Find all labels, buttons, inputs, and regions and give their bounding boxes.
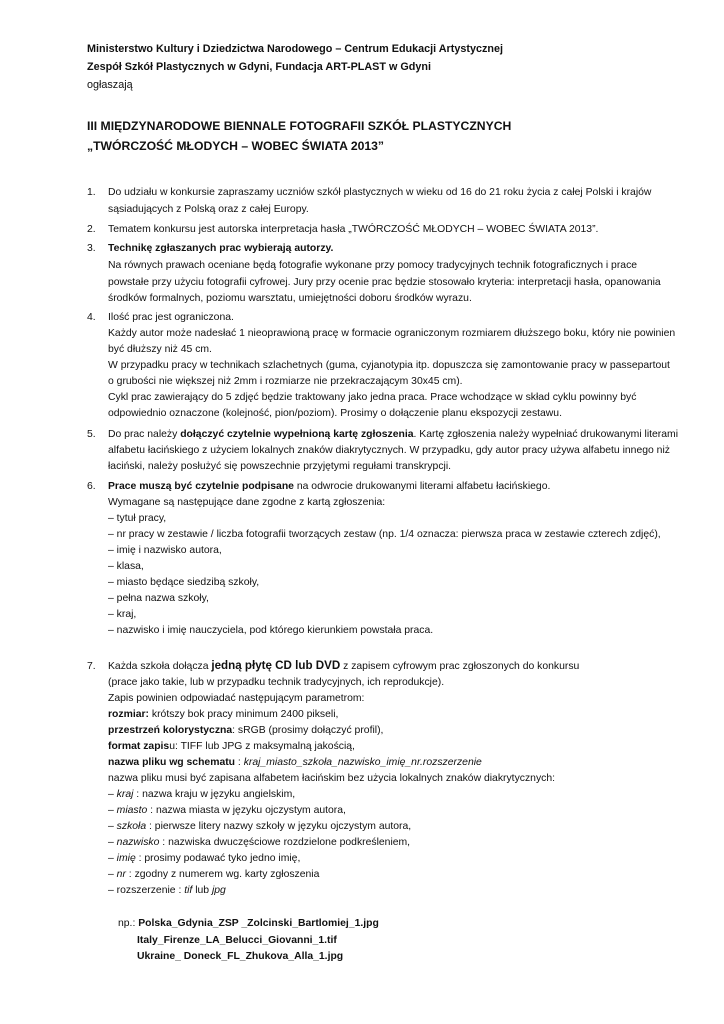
item-3-text: środków formalnych, poziomu warsztatu, umiejętności doboru środków wyrazu.	[108, 293, 472, 304]
title-line-2: „TWÓRCZOŚĆ MŁODYCH – WOBEC ŚWIATA 2013”	[87, 139, 385, 153]
item-4-text: być dłuższy niż 45 cm.	[108, 344, 212, 355]
rule-desc: : zgodny z numerem wg. karty zgłoszenia	[125, 869, 320, 880]
rule-key: nr	[116, 869, 126, 880]
title-line-1: III MIĘDZYNARODOWE BIENNALE FOTOGRAFII SZKÓŁ PLASTYCZNYCH	[87, 119, 512, 133]
item-6-text	[108, 480, 550, 494]
param-value: krótszy bok pracy minimum 2400 pikseli,	[149, 709, 339, 720]
item-7-text: Zapis powinien odpowiadać następującym parametrom:	[108, 693, 365, 704]
item-number-4: 4.	[87, 312, 96, 323]
rule-key: kraj	[116, 789, 134, 800]
rule-dash: –	[108, 853, 117, 864]
param-value: u: TIFF lub JPG z maksymalną jakością,	[169, 741, 355, 752]
item-6-list-entry: – klasa,	[108, 561, 144, 572]
item-4-text: odpowiednio oznaczone (kolejność, pion/poziom). Prosimy o dołączenie planu ekspozycji zestawu.	[108, 408, 562, 419]
item-2-text: Tematem konkursu jest autorska interpretacja hasła „TWÓRCZOŚĆ MŁODYCH – WOBEC ŚWIATA 2013”.	[108, 224, 599, 235]
item-7-text-post: z zapisem cyfrowym prac zgłoszonych do konkursu	[340, 661, 580, 672]
example-filename: Ukraine_ Doneck_FL_Zhukova_Alla_1.jpg	[137, 951, 344, 962]
rule-dash: –	[108, 821, 117, 832]
item-4-text: W przypadku pracy w technikach szlachetnych (guma, cyjanotypia itp. dopuszcza się zamontowanie pracy w passepartout	[108, 360, 670, 371]
item-6-list-entry: – kraj,	[108, 609, 137, 620]
rule-dash: –	[108, 805, 117, 816]
item-7-param-size	[108, 708, 338, 722]
rule-desc: : pierwsze litery nazwy szkoły w języku ojczystym autora,	[146, 821, 412, 832]
item-5-text-bold: dołączyć czytelnie wypełnioną kartę zgłoszenia	[180, 429, 414, 440]
item-6-text-post: na odwrocie drukowanymi literami alfabetu łacińskiego.	[293, 481, 551, 492]
item-4-text: o grubości nie większej niż 2mm i rozmiarze nie przekraczającym 30x45 cm).	[108, 376, 463, 387]
item-6-list-entry: – nr pracy w zestawie / liczba fotografii tworzących zestaw (np. 1/4 oznacza: pierwsza praca w zestawie czterech zdjęć),	[108, 529, 661, 540]
header-line-ministry: Ministerstwo Kultury i Dziedzictwa Narodowego – Centrum Edukacji Artystycznej	[87, 43, 503, 55]
item-6-text-bold: Prace muszą być czytelnie podpisane	[108, 481, 294, 492]
example-line-1	[118, 917, 379, 931]
rule-or: lub	[192, 885, 212, 896]
item-4-text: Każdy autor może nadesłać 1 nieoprawioną pracę w formacie ograniczonym rozmiarem dłuższego boku, który nie powinien	[108, 328, 676, 339]
item-5-text: alfabetu łacińskiego z użyciem lokalnych znaków diakrytycznych. W przypadku, gdy autor pracy używa alfabetu innego niż	[108, 445, 670, 456]
item-5-text	[108, 428, 678, 442]
item-5-text: łaciński, należy posłużyć się powszechnie przyjętymi regułami transkrypcji.	[108, 461, 452, 472]
rule-desc: : prosimy podawać tyko jedno imię,	[135, 853, 301, 864]
item-7-param-filename	[108, 756, 482, 770]
item-6-list-entry: – miasto będące siedzibą szkoły,	[108, 577, 260, 588]
rule-dash: –	[108, 789, 117, 800]
item-6-list-entry: – nazwisko i imię nauczyciela, pod którego kierunkiem powstała praca.	[108, 625, 434, 636]
item-number-5: 5.	[87, 429, 96, 440]
rule-desc: : nazwa kraju w języku angielskim,	[133, 789, 296, 800]
item-6-list-entry: – imię i nazwisko autora,	[108, 545, 222, 556]
item-7-rule	[108, 884, 226, 898]
item-7-text	[108, 659, 579, 674]
item-number-7: 7.	[87, 661, 96, 672]
item-7-rule	[108, 868, 319, 882]
rule-ext-tif: tif	[184, 885, 193, 896]
item-7-rule	[108, 804, 346, 818]
rule-key: imię	[116, 853, 136, 864]
item-number-6: 6.	[87, 481, 96, 492]
rule-dash: –	[108, 837, 117, 848]
item-5-text-pre: Do prac należy	[108, 429, 181, 440]
rule-key: nazwisko	[116, 837, 160, 848]
rule-desc: : nazwa miasta w języku ojczystym autora,	[147, 805, 346, 816]
item-7-param-color	[108, 724, 383, 738]
item-3-heading: Technikę zgłaszanych prac wybierają autorzy.	[108, 243, 334, 254]
item-4-text: Cykl prac zawierający do 5 zdjęć będzie traktowany jako jedna praca. Prace wchodzące w skład cyklu powinny być	[108, 392, 637, 403]
item-6-text: Wymagane są następujące dane zgodne z kartą zgłoszenia:	[108, 497, 386, 508]
item-7-rule	[108, 852, 300, 866]
header-line-announce: ogłaszają	[87, 79, 133, 91]
param-label: rozmiar:	[108, 709, 149, 720]
item-1-text: Do udziału w konkursie zapraszamy uczniów szkół plastycznych w wieku od 16 do 21 roku życia z całej Polski i krajów	[108, 187, 652, 198]
item-7-param-format	[108, 740, 355, 754]
rule-key: miasto	[116, 805, 148, 816]
rule-label: – rozszerzenie :	[108, 885, 185, 896]
rule-dash: –	[108, 869, 117, 880]
item-6-list-entry: – pełna nazwa szkoły,	[108, 593, 209, 604]
item-7-text-pre: Każda szkoła dołącza	[108, 661, 212, 672]
param-label: nazwa pliku wg schematu	[108, 757, 236, 768]
example-filename: Italy_Firenze_LA_Belucci_Giovanni_1.tif	[137, 935, 337, 946]
item-7-rule	[108, 836, 410, 850]
param-value: : sRGB (prosimy dołączyć profil),	[232, 725, 384, 736]
item-7-text: nazwa pliku musi być zapisana alfabetem łacińskim bez użycia lokalnych znaków diakrytycznych:	[108, 773, 555, 784]
item-3-text: Na równych prawach oceniane będą fotografie wykonane przy pomocy tradycyjnych technik fotograficznych i prace	[108, 260, 638, 271]
param-label: przestrzeń kolorystyczna	[108, 725, 233, 736]
example-prefix: np.:	[118, 918, 139, 929]
item-6-list-entry: – tytuł pracy,	[108, 513, 167, 524]
header-line-organizers: Zespół Szkół Plastycznych w Gdyni, Fundacja ART-PLAST w Gdyni	[87, 61, 431, 73]
rule-ext-jpg: jpg	[211, 885, 226, 896]
item-7-text: (prace jako takie, lub w przypadku technik tradycyjnych, ich reprodukcje).	[108, 677, 445, 688]
param-label: format zapis	[108, 741, 170, 752]
item-1-text: sąsiadujących z Polską oraz z całej Europy.	[108, 204, 309, 215]
example-filename: Polska_Gdynia_ZSP _Zolcinski_Bartlomiej_1.jpg	[138, 918, 379, 929]
item-number-1: 1.	[87, 187, 96, 198]
param-separator: :	[235, 757, 244, 768]
item-number-3: 3.	[87, 243, 96, 254]
item-5-text-post: . Kartę zgłoszenia należy wypełniać drukowanymi literami	[413, 429, 678, 440]
item-7-rule	[108, 788, 295, 802]
item-number-2: 2.	[87, 224, 96, 235]
item-7-rule	[108, 820, 411, 834]
item-4-text: Ilość prac jest ograniczona.	[108, 312, 234, 323]
rule-key: szkoła	[116, 821, 147, 832]
item-7-text-bold: jedną płytę CD lub DVD	[211, 659, 341, 672]
item-3-text: powstałe przy użyciu fotografii cyfrowej. Jury przy ocenie prac będzie stosowało kryteria: interpretacji hasła, opanowania	[108, 277, 661, 288]
param-value: kraj_miasto_szkoła_nazwisko_imię_nr.rozszerzenie	[243, 757, 482, 768]
rule-desc: : nazwiska dwuczęściowe rozdzielone podkreśleniem,	[159, 837, 411, 848]
